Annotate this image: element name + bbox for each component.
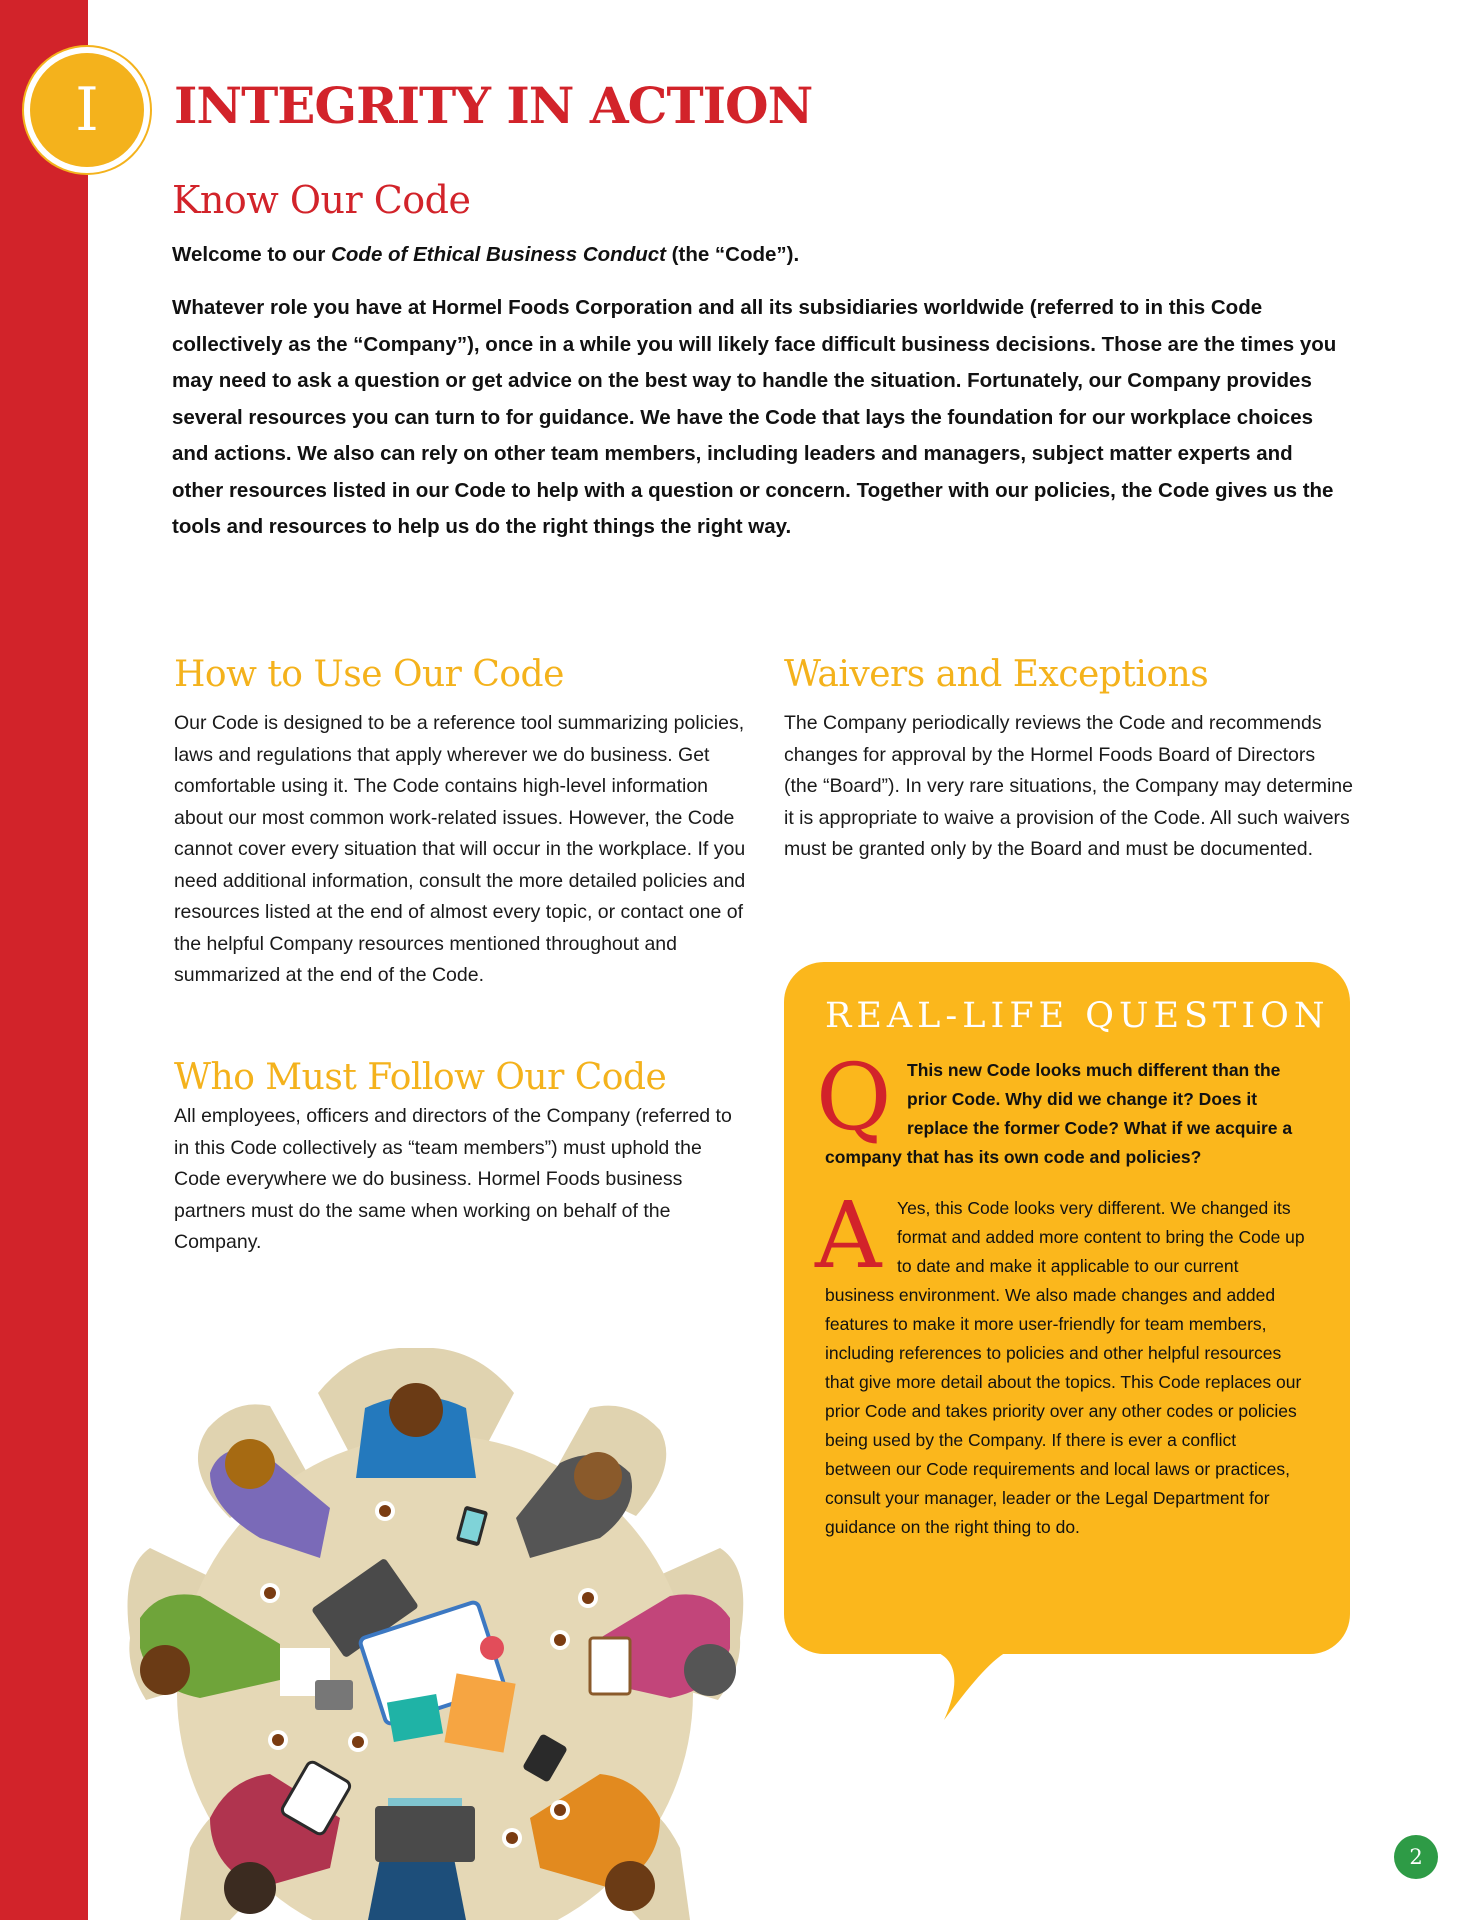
real-life-question-title: REAL-LIFE QUESTION: [825, 996, 1330, 1036]
section-badge: I: [30, 53, 144, 167]
person-head: [684, 1644, 736, 1696]
team-meeting-illustration: [120, 1348, 770, 1920]
coffee: [379, 1505, 391, 1517]
answer-body: Yes, this Code looks very different. We changed its format and added more content to bring the Code up to date and make it applicable to our current business environment. We also made changes and added features to make it more user-friendly for team members, including references to policies and other helpful resources that give more detail about the topics. This Code replaces our prior Code and takes priority over any other codes or policies being used by the Company. If there is ever a conflict between our Code requirements and local laws or practices, consult your manager, leader or the Legal Department for guidance on the right thing to do.: [825, 1198, 1305, 1537]
know-our-code-heading: Know Our Code: [172, 178, 471, 222]
welcome-line: [172, 242, 1342, 268]
pie-chart-sticker: [480, 1636, 504, 1660]
coffee: [554, 1804, 566, 1816]
clipboard: [590, 1638, 630, 1694]
paper-orange: [444, 1673, 515, 1752]
coffee: [554, 1634, 566, 1646]
calculator-icon: [315, 1680, 353, 1710]
welcome-suffix: (the “Code”).: [665, 243, 800, 266]
waivers-heading: Waivers and Exceptions: [784, 654, 1209, 695]
laptop-screen: [388, 1798, 462, 1806]
coffee: [506, 1832, 518, 1844]
person-head: [140, 1645, 190, 1695]
a-dropcap: A: [815, 1182, 882, 1289]
coffee: [264, 1587, 276, 1599]
answer-text: [825, 1194, 1305, 1542]
know-our-code-body: Whatever role you have at Hormel Foods Corporation and all its subsidiaries worldwide (referred to in this Code collectively as the “Company”), once in a while you will likely face difficult business decisions. Those are the times you may need to ask a question or get advice on the best way to handle the situation. Fortunately, our Company provides several resources you can turn to for guidance. We have the Code that lays the foundation for our workplace choices and actions. We also can rely on other team members, including leaders and managers, subject matter experts and other resources listed in our Code to help with a question or concern. Together with our policies, the Code gives us the tools and resources to help us do the right things the right way.: [172, 296, 1337, 538]
person-head: [389, 1383, 443, 1437]
page-title: INTEGRITY IN ACTION: [174, 76, 813, 135]
left-red-bar: [0, 0, 88, 1920]
coffee: [272, 1734, 284, 1746]
q-dropcap: Q: [816, 1044, 892, 1151]
who-must-follow-body: All employees, officers and directors of the Company (referred to in this Code collectively as “team members”) must uphold the Code everywhere we do business. Hormel Foods business partners must do the same when working on behalf of the Company.: [174, 1105, 732, 1253]
page-number-badge: 2: [1394, 1835, 1438, 1879]
question-text: [825, 1056, 1305, 1172]
person-head: [224, 1862, 276, 1914]
how-to-use-heading: How to Use Our Code: [174, 654, 564, 695]
who-must-follow-heading: Who Must Follow Our Code: [174, 1057, 667, 1098]
person-head: [605, 1861, 655, 1911]
waivers-body: The Company periodically reviews the Code and recommends changes for approval by the Hormel Foods Board of Directors (the “Board”). In very rare situations, the Company may determine it is appropriate to waive a provision of the Code. All such waivers must be granted only by the Board and must be documented.: [784, 712, 1353, 860]
person-head: [225, 1439, 275, 1489]
coffee: [582, 1592, 594, 1604]
callout-tail: [930, 1650, 1010, 1722]
how-to-use-body: Our Code is designed to be a reference tool summarizing policies, laws and regulations that apply wherever we do business. Get comfortable using it. The Code contains high-level information about our most common work-related issues. However, the Code cannot cover every situation that will occur in the workplace. If you need additional information, consult the more detailed policies and resources listed at the end of almost every topic, or contact one of the helpful Company resources mentioned throughout and summarized at the end of the Code.: [174, 712, 746, 986]
laptop: [375, 1806, 475, 1862]
person-head: [574, 1452, 622, 1500]
code-name-italic: Code of Ethical Business Conduct: [331, 243, 666, 266]
welcome-prefix: Welcome to our: [172, 243, 332, 266]
paper-teal: [387, 1694, 443, 1742]
question-body: This new Code looks much different than the prior Code. Why did we change it? Does it replace the former Code? What if we acquire a company that has its own code and policies?: [825, 1060, 1293, 1167]
coffee: [352, 1736, 364, 1748]
